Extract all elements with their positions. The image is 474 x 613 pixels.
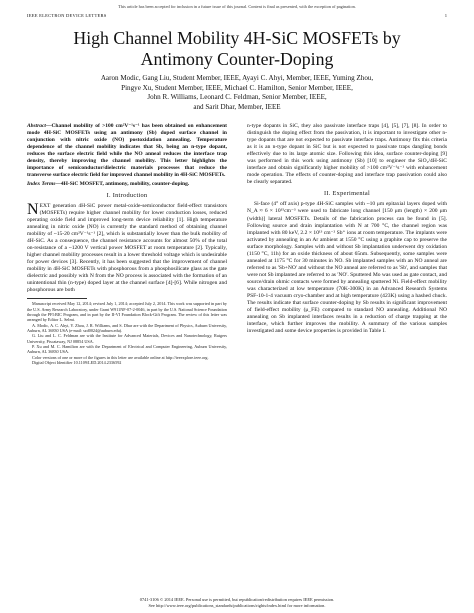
footnote: A. Modic, A. C. Ahyi, Y. Zhou, J. R. Williams, and S. Dhar are with the Department of Physics, Auburn University, Auburn, AL 36830 USA (e-mail: szd0024@auburn.edu).: [27, 322, 227, 333]
footnote: Manuscript received May 12, 2014; revised July 1, 2014; accepted July 2, 2014. This work was supported in part by the U.S. Army Research Laboratory, under Grant W911NF-07-2-0046, in part by the U.S. National Science Foundation through the PFI:BIC Program, and in part by the II-VI Foundation Block-Gift Program. The review of this letter was arranged by Editor L. Selmi.: [27, 301, 227, 323]
footnote: Color versions of one or more of the figures in this letter are available online at http://ieeexplore.ieee.org.: [32, 354, 209, 360]
author-line: and Sarit Dhar, Member, IEEE: [193, 102, 281, 111]
left-column: [27, 123, 227, 365]
acceptance-banner: This article has been accepted for inclusion in a future issue of this journal. Content is final as presented, with the exception of pagination.: [118, 4, 356, 9]
copyright-footer: 0741-3106 © 2014 IEEE. Personal use is permitted, but republication/redistribution requires IEEE permission.: [139, 597, 335, 602]
abstract: [27, 123, 227, 179]
body-paragraph: n-type dopants in SiC, they also passivate interface traps [4], [5], [7], [8]. In order to distinguish the doping effect from the passivation, it is important to investigate other n-type dopants that are not expected to passivate interface traps. Antimony fits this criteria as it is an n-type dopant in SiC but is not expected to passivate traps dangling bonds effectively due to its large atomic size. Following this idea, surface counter-doping [9] was performed in this work using antimony (Sb) [10] to engineer the SiO₂/4H-SiC interface and obtain significantly higher mobility of >100 cm²V⁻¹s⁻¹ with enhancement mode operation. The effects of counter-doping and interface trap passivation could also be clearly separated.: [247, 123, 447, 186]
page-number: 1: [444, 13, 447, 18]
journal-name: IEEE ELECTRON DEVICE LETTERS: [27, 13, 107, 18]
author-line: John R. Williams, Leonard C. Feldman, Senior Member, IEEE,: [147, 93, 327, 102]
footnote-divider: [27, 298, 87, 299]
abstract-label: Abstract: [27, 123, 46, 129]
author-line: Aaron Modic, Gang Liu, Student Member, IEEE, Ayayi C. Ahyi, Member, IEEE, Yuming Zhou,: [100, 74, 374, 82]
drop-cap: N: [27, 200, 39, 218]
footnote: Digital Object Identifier 10.1109/LED.2014.2336592: [32, 359, 122, 365]
section-heading-experimental: II. Experimental: [323, 190, 371, 198]
author-list: [40, 74, 434, 112]
author-line: Pingye Xu, Student Member, IEEE, Michael C. Hamilton, Senior Member, IEEE,: [121, 83, 353, 92]
footnote: P. Xu and M. C. Hamilton are with the Department of Electrical and Computer Engineering, Auburn University, Auburn, AL 36830 USA.: [27, 343, 227, 355]
introduction-text: EXT generation 4H-SiC power metal-oxide-semiconductor field-effect transistors (MOSFETs) require higher channel mobility for lower conduction losses, reduced operating oxide field and improved long-term device reliability [1]. High temperature annealing in nitric oxide (NO) is currently the standard method of obtaining channel mobility of ~15-20 cm²V⁻¹s⁻¹ [2], which is substantially lower than the bulk mobility of 4H-SiC. As a consequence, the channel resistance accounts for almost 50% of the total on-resistance of a ~1200 V vertical power MOSFET at room temperature [2]. Typically, higher channel mobility processes result in a lower threshold voltage which is undesirable for power devices [3]. Recently, it has been suggested that the improvement of channel mobility in 4H-SiC MOSFETs with phosphorous from a phosphosilicate glass as the gate dielectric and possibly with N from the NO process is associated with the formation of an unintentional thin (n-type) doped layer at the channel surface [4]-[6]. While nitrogen and phosphorous are both: [27, 202, 227, 294]
index-terms-label: Index Terms: [27, 180, 56, 187]
section-heading-introduction: I. Introduction: [106, 191, 148, 199]
experimental-paragraph: Si-face (4° off axis) p-type 4H-SiC samples with ~10 μm epitaxial layers doped with N_A ≈ 6 × 10¹⁵cm⁻³ were used to fabricate long channel [150 μm (length) × 200 μm (width)] lateral MOSFETs. Details of the fabrication process can be found in [5]. Following source and drain implantation with N at 700 °C, the channel region was implanted with 80 keV, 2.2 × 10¹³ cm⁻² Sb⁺ ions at room temperature. The implants were activated by annealing in an Ar ambient at 1550 °C using a graphite cap to preserve the surface morphology. Samples with and without Sb implantation underwent dry oxidation (1150 °C, 11h) for an oxide thickness of about 65nm. Subsequently, some samples were annealed at 1175 °C for 30 minutes in NO. Sb implanted samples with an NO anneal are referred to as 'Sb+NO' and without the NO anneal are referred to as 'Sb', and samples that were not Sb implanted are referred to as 'NO'. Sputtered Mo was used as gate contact, and source/drain ohmic contacts were formed by annealing sputtered Ni. Field-effect mobility was characterized at low temperature (70K-300K) in an Advanced Research Systems PSF-10-1-4 vacuum cryo-chamber and at high temperature (423K) using a hashed chuck. The results indicate that surface counter-doping by Sb results in significant improvement of field-effect mobility (μ_FE) compared to standard NO annealing. Additional NO annealing on Sb implanted interfaces results in a reduction of charge trapping at the interface, which further improves the mobility. A summary of the various samples investigated and some device properties is provided in Table I.: [247, 201, 447, 335]
footnote: G. Liu and L. C. Feldman are with the Institute for Advanced Materials, Devices and Nanotechnology, Rutgers University, Piscataway, NJ 08854 USA.: [27, 333, 227, 344]
rights-footer: See http://www.ieee.org/publications_standards/publications/rights/index.html for more information.: [148, 603, 326, 608]
introduction-paragraph: [27, 200, 227, 295]
right-column: [247, 123, 447, 335]
title-line-2: Antimony Counter-Doping: [140, 49, 334, 69]
index-terms: [27, 181, 227, 188]
title-line-1: High Channel Mobility 4H-SiC MOSFETs by: [73, 28, 401, 48]
abstract-text: —Channel mobility of >100 cm²V⁻¹s⁻¹ has been obtained on enhancement mode 4H-SiC MOSFETs using an antimony (Sb) doped surface channel in conjunction with nitric oxide (NO) postoxidation annealing. Temperature dependence of the channel mobility indicates that Sb, being an n-type dopant, reduces the surface electric field while the NO anneal reduces the interface trap density, thereby improving the channel mobility. This letter highlights the importance of semiconductor/dielectric materials processes that reduce the transverse surface electric field for improved channel mobility in 4H-SiC MOSFETs.: [27, 123, 227, 178]
index-terms-text: —4H-SiC MOSFET, antimony, mobility, counter-doping.: [55, 180, 190, 187]
running-head: [27, 12, 447, 20]
paper-title: [20, 28, 454, 70]
